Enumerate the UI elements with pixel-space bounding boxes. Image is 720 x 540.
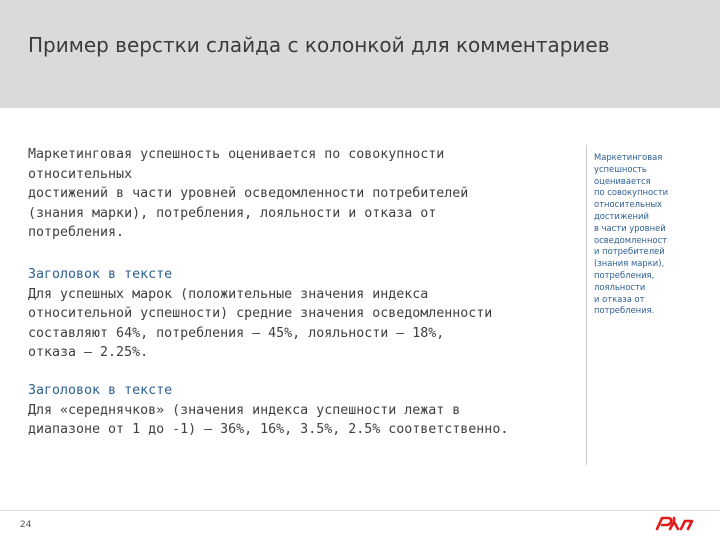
comment-line: и потребителей (594, 246, 665, 257)
comment-line: лояльности (594, 281, 646, 292)
comment-line: потребления. (594, 305, 655, 316)
comment-line: (знания марки), (594, 258, 665, 269)
comment-line: потребления, (594, 269, 655, 280)
page-number: 24 (20, 520, 32, 530)
intro-line: достижений в части уровней осведомленности потребителей (28, 186, 469, 202)
comment-line: в части уровней (594, 222, 666, 233)
column-divider (586, 145, 587, 465)
slide-title: Пример верстки слайда с колонкой для комментариев (28, 33, 610, 57)
section-heading: Заголовок в тексте (28, 382, 173, 398)
section-line: относительной успешности) средние значения осведомленности (28, 306, 493, 322)
section-line: Для успешных марок (положительные значения индекса (28, 286, 429, 302)
footer-divider (0, 510, 720, 511)
main-text-column (28, 145, 583, 440)
comment-line: достижений (594, 210, 649, 221)
intro-line: относительных (28, 166, 133, 182)
rzd-logo-icon (655, 513, 695, 533)
section-line: составляют 64%, потребления — 45%, лояльности — 18%, (28, 325, 445, 341)
slide-header (0, 0, 720, 108)
comment-line: осведомленност (594, 234, 668, 245)
intro-line: Маркетинговая успешность оценивается по совокупности (28, 147, 445, 162)
comment-line: оценивается (594, 175, 651, 186)
section-line: отказа — 2.25%. (28, 345, 149, 361)
section-line: Для «середнячков» (значения индекса успешности лежат в (28, 402, 461, 418)
comment-line: Маркетинговая (594, 152, 663, 162)
intro-line: (знания марки), потребления, лояльности и отказа от (28, 205, 437, 221)
section-heading: Заголовок в тексте (28, 266, 173, 282)
comment-line: по совокупности (594, 187, 669, 198)
comment-line: и отказа от (594, 293, 645, 304)
section-line: диапазоне от 1 до -1) — 36%, 16%, 3.5%, 2.5% соответственно. (28, 422, 509, 438)
intro-line: потребления. (28, 225, 125, 241)
comment-column (594, 152, 702, 317)
comment-line: относительных (594, 199, 663, 210)
comment-line: успешность (594, 163, 647, 174)
